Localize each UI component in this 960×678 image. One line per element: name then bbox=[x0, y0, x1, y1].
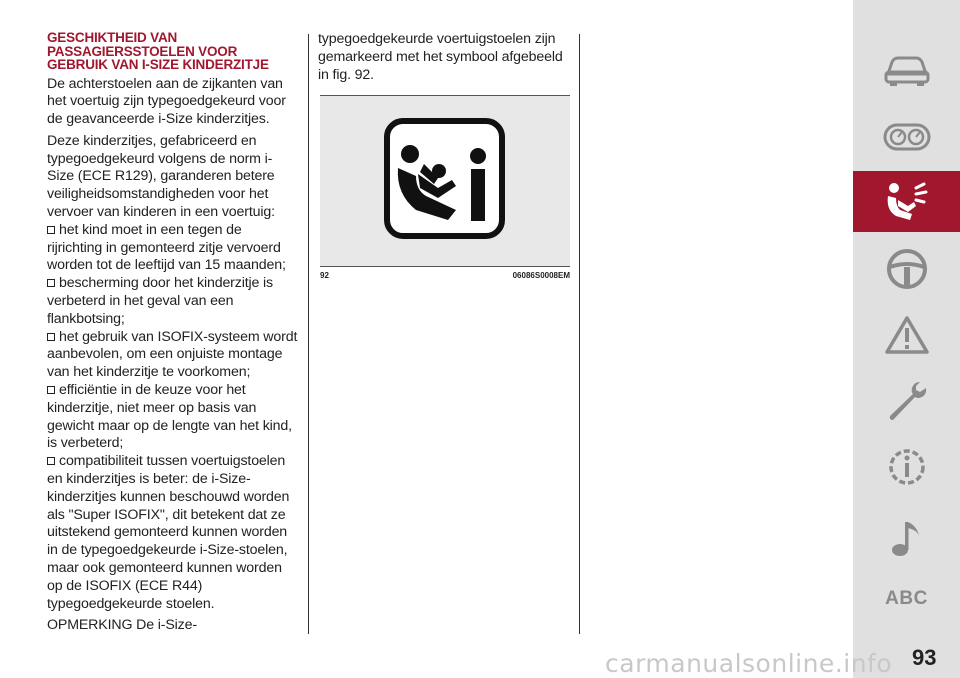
car-icon bbox=[882, 52, 932, 88]
chapter-tab-emergency[interactable] bbox=[853, 310, 960, 360]
bullet-item bbox=[47, 329, 299, 382]
music-note-icon bbox=[887, 516, 927, 560]
bullet-item bbox=[47, 222, 299, 275]
chapter-tab-index[interactable] bbox=[853, 585, 960, 613]
chapter-tab-driving[interactable] bbox=[853, 243, 960, 295]
checkbox-bullet-icon bbox=[47, 226, 55, 234]
isize-symbol-icon bbox=[320, 96, 570, 266]
chapter-tab-maintenance[interactable] bbox=[853, 374, 960, 428]
chapter-sidebar bbox=[853, 0, 960, 678]
figure-92 bbox=[320, 95, 570, 267]
bullet-text: efficiëntie in de keuze voor het kinderzitje, niet meer op basis van gewicht maar op de lengte van het kind, is verbeterd; bbox=[47, 382, 292, 452]
page-number: 93 bbox=[912, 645, 937, 670]
bullet-text: bescherming door het kinderzitje is verbeterd in het geval van een flankbotsing; bbox=[47, 275, 273, 327]
note-text: OPMERKING De i-Size- bbox=[47, 617, 197, 634]
wrench-icon bbox=[884, 378, 930, 424]
steering-wheel-icon bbox=[885, 247, 929, 291]
checkbox-bullet-icon bbox=[47, 457, 55, 465]
checkbox-bullet-icon bbox=[47, 333, 55, 341]
column-divider bbox=[308, 34, 309, 634]
bullet-text: het kind moet in een tegen de rijrichting in gemonteerd zitje vervoerd worden tot de leeftijd van 15 maanden; bbox=[47, 221, 286, 274]
bullet-item bbox=[47, 382, 299, 453]
seat-airbag-icon bbox=[882, 180, 932, 224]
gauges-icon bbox=[882, 122, 932, 152]
right-column bbox=[318, 31, 570, 88]
chapter-tab-dashboard[interactable] bbox=[853, 112, 960, 162]
checkbox-bullet-icon bbox=[47, 386, 55, 394]
info-gear-icon bbox=[884, 444, 930, 490]
chapter-tab-technical[interactable] bbox=[853, 440, 960, 494]
right-paragraph: typegoedgekeurde voertuigstoelen zijn gemarkeerd met het symbool afgebeeld in fig. 92. bbox=[318, 31, 563, 83]
chapter-tab-multimedia[interactable] bbox=[853, 512, 960, 564]
figure-number: 92 bbox=[320, 271, 329, 280]
watermark: carmanualsonline.info bbox=[605, 649, 893, 678]
bullet-text: het gebruik van ISOFIX-systeem wordt aanbevolen, om een onjuiste montage van het kinderzitje te voorkomen; bbox=[47, 328, 298, 381]
paragraph-2: Deze kinderzitjes, gefabriceerd en typegoedgekeurd volgens de norm i-Size (ECE R129), garanderen betere veiligheidsomstandigheden voor het vervoer van kinderen in een voertuig: bbox=[47, 132, 275, 221]
bullet-item bbox=[47, 275, 299, 328]
bullet-text: compatibiliteit tussen voertuigstoelen en kinderzitjes is beter: de i-Size-kinderzitjes kunnen beschouwd worden als "Super ISOFIX", dit betekent dat ze uitstekend gemonteerd kunnen worden in de typegoedgekeurde i-Size-stoelen, maar ook gemonteerd kunnen worden op de ISOFIX (ECE R44) typegoedgekeurde stoelen. bbox=[47, 453, 290, 612]
chapter-tab-car[interactable] bbox=[853, 45, 960, 95]
section-heading: GESCHIKTHEID VAN PASSAGIERSSTOELEN VOOR GEBRUIK VAN I-SIZE KINDERZITJE bbox=[47, 30, 269, 72]
chapter-tab-safety[interactable] bbox=[853, 171, 960, 232]
bullet-list bbox=[47, 222, 299, 614]
column-divider bbox=[579, 34, 580, 634]
abc-label: ABC bbox=[885, 588, 928, 609]
paragraph-1: De achterstoelen aan de zijkanten van het voertuig zijn typegoedgekeurd voor de geavanceerde i-Size kinderzitjes. bbox=[47, 75, 286, 128]
figure-code: 06086S0008EM bbox=[512, 271, 570, 280]
warning-triangle-icon bbox=[884, 314, 930, 356]
bullet-item bbox=[47, 453, 299, 613]
checkbox-bullet-icon bbox=[47, 279, 55, 287]
left-column bbox=[47, 31, 299, 639]
